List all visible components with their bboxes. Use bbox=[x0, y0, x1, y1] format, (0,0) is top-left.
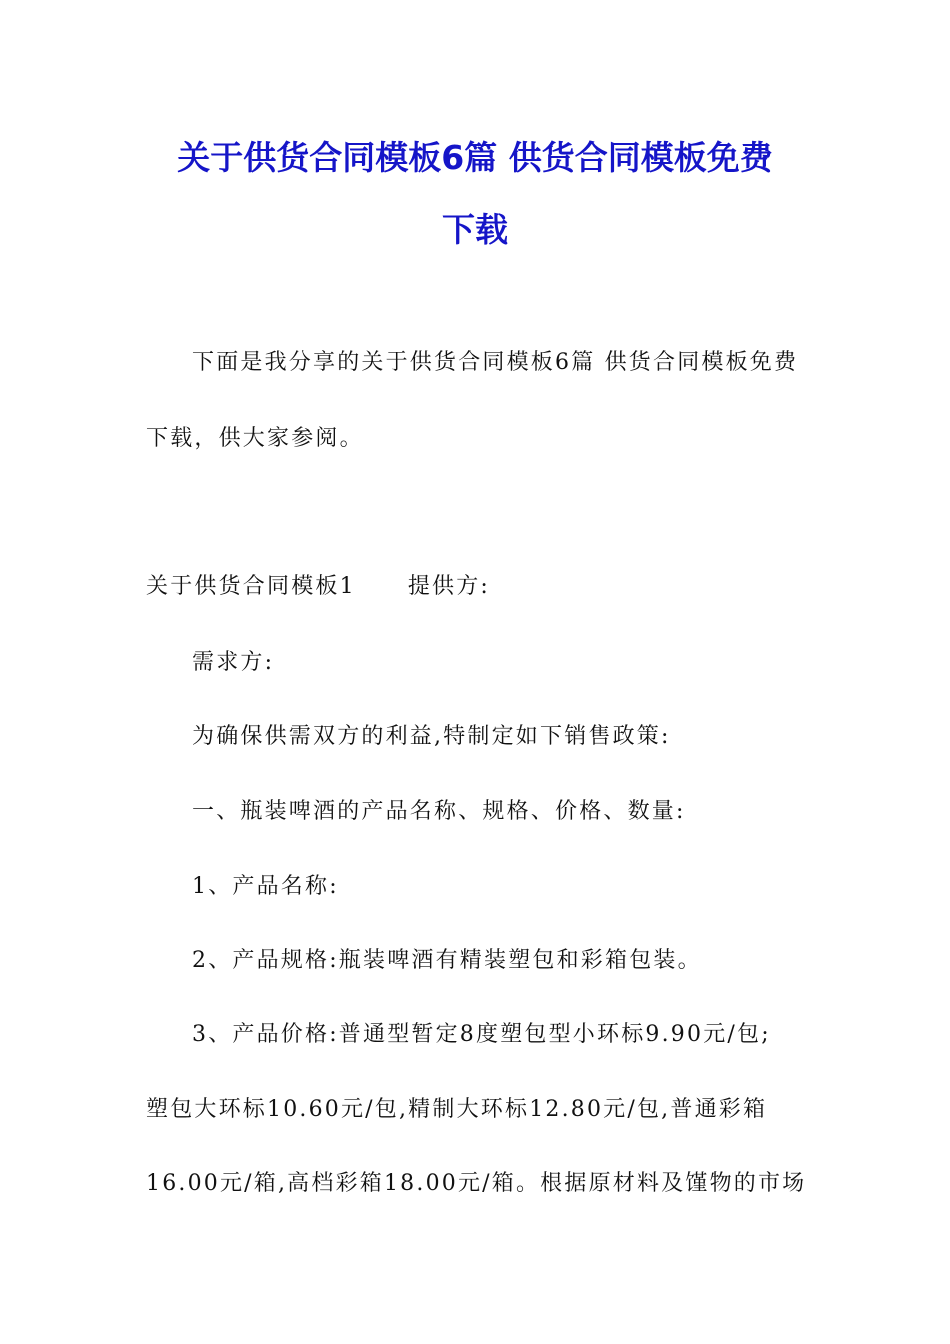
provider-label: 提供方: bbox=[407, 574, 491, 599]
clause-item-3-line-1: 3、产品价格:普通型暂定8度塑包型小环标9.90元/包; bbox=[192, 1022, 771, 1047]
clause-item-3-line-2: 塑包大环标10.60元/包,精制大环标12.80元/包,普通彩箱 bbox=[146, 1097, 768, 1122]
intro-paragraph-line-2: 下载，供大家参阅。 bbox=[146, 426, 364, 451]
document-title-line-1: 关于供货合同模板6篇 供货合同模板免费 bbox=[177, 138, 773, 177]
intro-paragraph-line-1: 下面是我分享的关于供货合同模板6篇 供货合同模板免费 bbox=[192, 350, 799, 375]
section-heading-row bbox=[146, 569, 490, 600]
clause-item-3-line-3: 16.00元/箱,高档彩箱18.00元/箱。根据原材料及馑物的市场 bbox=[146, 1171, 807, 1196]
policy-statement: 为确保供需双方的利益,特制定如下销售政策: bbox=[192, 724, 671, 749]
section-heading: 关于供货合同模板1 bbox=[146, 574, 356, 599]
document-title-line-2: 下载 bbox=[442, 210, 508, 249]
clause-one-heading: 一、瓶装啤酒的产品名称、规格、价格、数量: bbox=[192, 799, 686, 824]
clause-item-2: 2、产品规格:瓶装啤酒有精装塑包和彩箱包装。 bbox=[192, 948, 702, 973]
clause-item-1: 1、产品名称: bbox=[192, 874, 339, 899]
demander-label: 需求方: bbox=[192, 650, 275, 675]
